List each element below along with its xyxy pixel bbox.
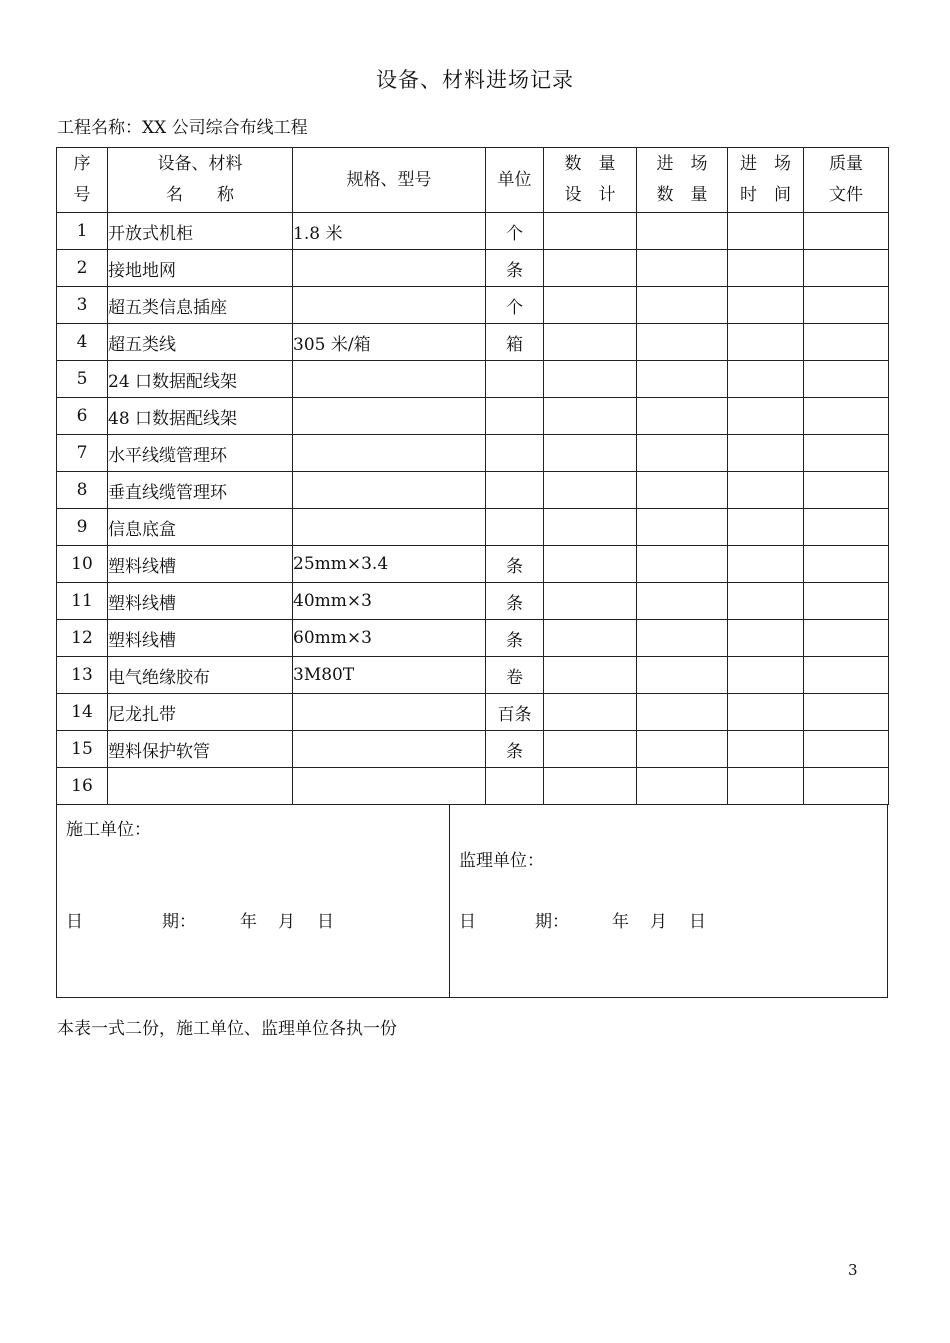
table-cell: 个	[486, 287, 544, 324]
page-number: 3	[848, 1261, 858, 1279]
column-header	[293, 148, 486, 213]
table-cell	[804, 250, 889, 287]
table-cell: 超五类线	[108, 324, 293, 361]
table-cell	[804, 324, 889, 361]
materials-table	[56, 147, 889, 805]
table-cell	[544, 472, 637, 509]
table-cell	[544, 287, 637, 324]
table-body	[57, 213, 889, 805]
column-header	[804, 148, 889, 213]
table-cell: 24 口数据配线架	[108, 361, 293, 398]
table-cell	[544, 324, 637, 361]
table-cell: 塑料保护软管	[108, 731, 293, 768]
table-cell: 48 口数据配线架	[108, 398, 293, 435]
table-header-row	[57, 148, 889, 213]
table-cell: 16	[57, 768, 108, 805]
table-cell	[804, 620, 889, 657]
table-cell	[544, 546, 637, 583]
column-header-line: 单位	[497, 169, 532, 190]
contractor-date-period-label: 期：	[162, 912, 196, 932]
table-cell	[637, 250, 728, 287]
table-cell: 开放式机柜	[108, 213, 293, 250]
table-cell: 14	[57, 694, 108, 731]
supervisor-month-label: 月	[650, 912, 667, 932]
table-cell: 条	[486, 620, 544, 657]
column-header-line: 名 称	[166, 185, 234, 205]
table-cell	[544, 398, 637, 435]
table-row	[57, 287, 889, 324]
table-row	[57, 435, 889, 472]
table-cell: 尼龙扎带	[108, 694, 293, 731]
table-cell	[637, 287, 728, 324]
table-cell	[804, 694, 889, 731]
table-row	[57, 472, 889, 509]
table-cell: 2	[57, 250, 108, 287]
table-cell: 接地地网	[108, 250, 293, 287]
table-cell	[544, 620, 637, 657]
table-cell: 8	[57, 472, 108, 509]
table-cell: 305 米/箱	[293, 324, 486, 361]
table-cell	[728, 213, 804, 250]
table-cell	[728, 435, 804, 472]
column-header-line: 时 间	[740, 185, 791, 205]
table-cell	[637, 583, 728, 620]
table-cell: 40mm×3	[293, 583, 486, 620]
table-cell	[804, 583, 889, 620]
table-row	[57, 361, 889, 398]
footnote: 本表一式二份，施工单位、监理单位各执一份	[57, 1019, 397, 1039]
table-cell	[637, 731, 728, 768]
column-header	[728, 148, 804, 213]
table-cell: 塑料线槽	[108, 620, 293, 657]
table-cell: 60mm×3	[293, 620, 486, 657]
table-cell	[637, 546, 728, 583]
column-header-line: 序	[73, 154, 91, 174]
column-header	[108, 148, 293, 213]
table-cell: 塑料线槽	[108, 546, 293, 583]
table-cell	[637, 620, 728, 657]
table-cell	[728, 398, 804, 435]
table-cell	[804, 546, 889, 583]
table-row	[57, 620, 889, 657]
table-cell: 11	[57, 583, 108, 620]
table-cell	[637, 213, 728, 250]
table-cell	[486, 398, 544, 435]
table-cell: 5	[57, 361, 108, 398]
table-cell: 3	[57, 287, 108, 324]
table-cell	[293, 694, 486, 731]
contractor-month-label: 月	[278, 912, 295, 932]
table-cell	[804, 398, 889, 435]
table-cell	[728, 472, 804, 509]
column-header	[637, 148, 728, 213]
column-header-line: 质量	[829, 154, 863, 174]
table-cell: 条	[486, 250, 544, 287]
table-cell	[544, 435, 637, 472]
table-cell	[637, 768, 728, 805]
table-cell: 百条	[486, 694, 544, 731]
table-cell: 信息底盒	[108, 509, 293, 546]
table-cell: 条	[486, 731, 544, 768]
contractor-day-label: 日	[317, 912, 334, 932]
table-cell	[728, 250, 804, 287]
contractor-year-label: 年	[240, 912, 257, 932]
table-cell	[486, 361, 544, 398]
table-cell	[637, 398, 728, 435]
table-cell: 卷	[486, 657, 544, 694]
column-header-line: 进 场	[656, 154, 708, 174]
table-cell: 电气绝缘胶布	[108, 657, 293, 694]
table-cell	[804, 768, 889, 805]
table-cell	[293, 435, 486, 472]
table-row	[57, 509, 889, 546]
table-cell: 塑料线槽	[108, 583, 293, 620]
table-cell: 15	[57, 731, 108, 768]
column-header	[544, 148, 637, 213]
table-cell	[804, 361, 889, 398]
table-cell: 个	[486, 213, 544, 250]
table-cell	[544, 657, 637, 694]
column-header	[486, 148, 544, 213]
supervisor-day-label: 日	[689, 912, 706, 932]
table-cell: 9	[57, 509, 108, 546]
column-header	[57, 148, 108, 213]
table-cell	[108, 768, 293, 805]
table-cell	[637, 694, 728, 731]
table-cell: 25mm×3.4	[293, 546, 486, 583]
contractor-date-day-label: 日	[66, 912, 83, 932]
table-cell	[544, 583, 637, 620]
column-header-line: 号	[73, 185, 91, 205]
table-row	[57, 324, 889, 361]
table-cell	[293, 287, 486, 324]
table-row	[57, 398, 889, 435]
table-cell	[804, 731, 889, 768]
table-cell	[486, 435, 544, 472]
table-cell: 1	[57, 213, 108, 250]
table-cell: 1.8 米	[293, 213, 486, 250]
column-header-line: 数 量	[564, 154, 616, 174]
table-cell	[544, 731, 637, 768]
table-cell	[637, 509, 728, 546]
table-cell	[544, 694, 637, 731]
table-row	[57, 583, 889, 620]
table-cell: 7	[57, 435, 108, 472]
table-cell: 6	[57, 398, 108, 435]
table-cell	[728, 731, 804, 768]
table-cell	[544, 250, 637, 287]
table-cell	[293, 731, 486, 768]
table-row	[57, 657, 889, 694]
table-cell	[637, 361, 728, 398]
table-cell: 超五类信息插座	[108, 287, 293, 324]
table-cell	[293, 361, 486, 398]
table-cell: 垂直线缆管理环	[108, 472, 293, 509]
table-cell: 4	[57, 324, 108, 361]
table-cell	[637, 324, 728, 361]
table-cell	[728, 620, 804, 657]
supervisor-date-period-label: 期：	[535, 912, 569, 932]
table-cell	[637, 435, 728, 472]
table-cell	[728, 361, 804, 398]
column-header-line: 规格、型号	[346, 169, 432, 190]
column-header-line: 数 量	[656, 185, 708, 205]
table-cell	[728, 509, 804, 546]
table-cell	[293, 472, 486, 509]
table-cell	[804, 657, 889, 694]
signature-section	[56, 805, 888, 998]
contractor-label: 施工单位：	[66, 820, 151, 840]
table-cell	[728, 768, 804, 805]
table-cell: 3M80T	[293, 657, 486, 694]
table-row	[57, 694, 889, 731]
table-row	[57, 731, 889, 768]
table-cell	[804, 213, 889, 250]
table-cell: 12	[57, 620, 108, 657]
supervisor-date-day-label: 日	[459, 912, 476, 932]
table-cell: 箱	[486, 324, 544, 361]
table-row	[57, 250, 889, 287]
table-cell	[293, 768, 486, 805]
table-cell	[293, 250, 486, 287]
signature-divider	[449, 805, 450, 997]
table-row	[57, 768, 889, 805]
table-cell	[728, 694, 804, 731]
table-cell	[804, 472, 889, 509]
table-cell: 条	[486, 583, 544, 620]
table-cell	[544, 768, 637, 805]
table-cell	[804, 509, 889, 546]
document-title: 设备、材料进场记录	[376, 68, 574, 92]
table-cell	[728, 657, 804, 694]
table-row	[57, 213, 889, 250]
table-row	[57, 546, 889, 583]
table-cell	[486, 472, 544, 509]
column-header-line: 设备、材料	[157, 154, 243, 174]
table-cell: 13	[57, 657, 108, 694]
table-cell	[804, 435, 889, 472]
table-cell: 条	[486, 546, 544, 583]
table-cell	[728, 324, 804, 361]
table-cell	[486, 509, 544, 546]
column-header-line: 设 计	[564, 185, 616, 205]
table-cell	[728, 583, 804, 620]
project-name: 工程名称：XX 公司综合布线工程	[57, 118, 308, 138]
table-cell	[293, 509, 486, 546]
table-cell	[804, 287, 889, 324]
table-cell	[486, 768, 544, 805]
table-cell	[728, 287, 804, 324]
table-cell: 10	[57, 546, 108, 583]
column-header-line: 文件	[829, 185, 863, 205]
table-cell	[293, 398, 486, 435]
table-cell: 水平线缆管理环	[108, 435, 293, 472]
column-header-line: 进 场	[740, 154, 791, 174]
table-cell	[544, 361, 637, 398]
table-cell	[637, 472, 728, 509]
table-cell	[728, 546, 804, 583]
table-cell	[637, 657, 728, 694]
supervisor-label: 监理单位：	[459, 851, 544, 871]
table-cell	[544, 213, 637, 250]
table-cell	[544, 509, 637, 546]
supervisor-year-label: 年	[612, 912, 629, 932]
